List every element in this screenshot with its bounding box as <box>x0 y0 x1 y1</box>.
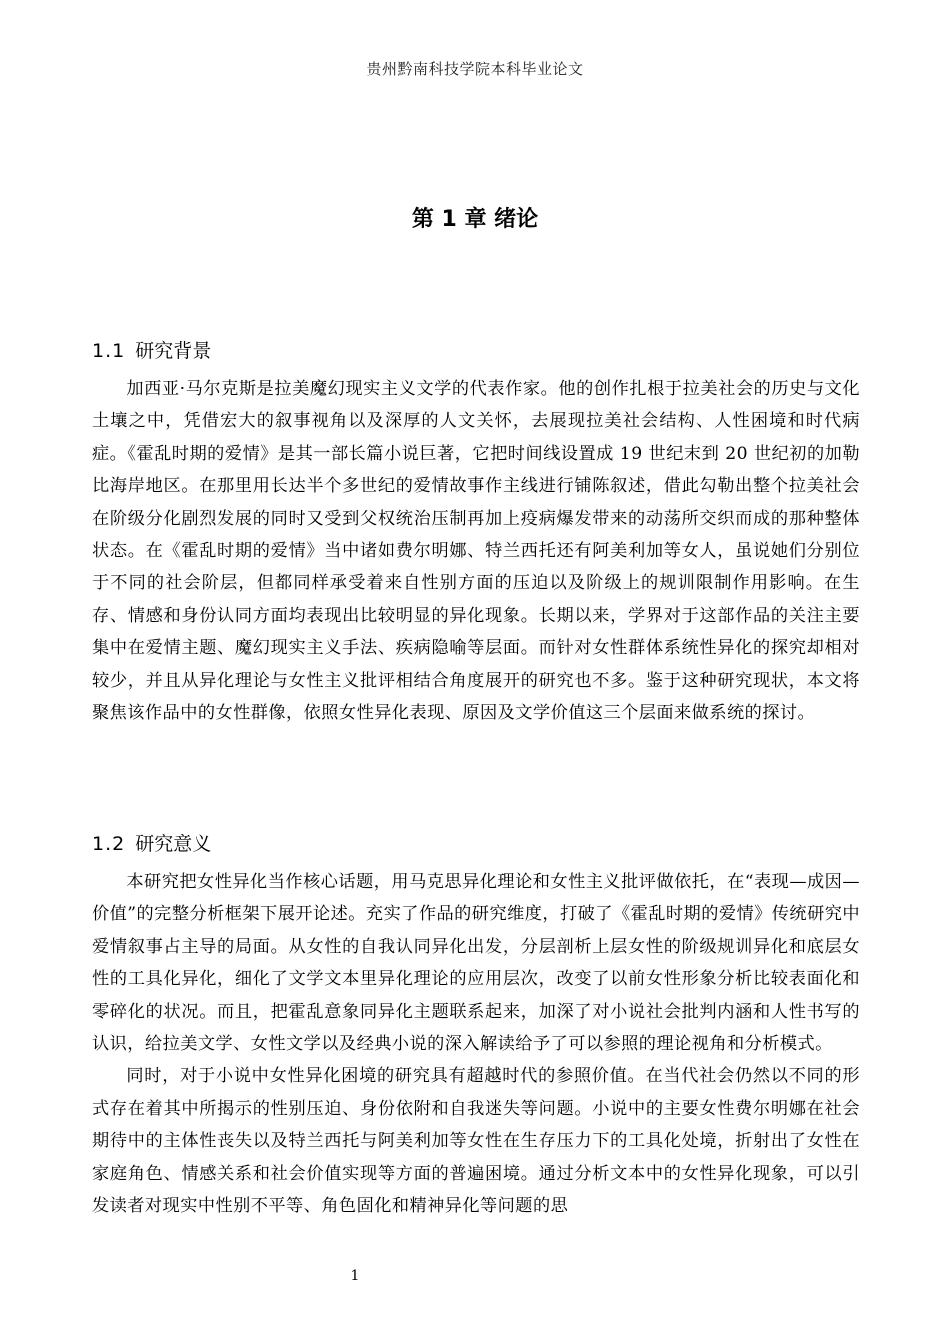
section-number: 1.2 <box>92 833 126 855</box>
section-heading <box>92 337 860 365</box>
section-heading <box>92 830 860 858</box>
page-number: 1 <box>350 1268 360 1284</box>
body-paragraph: 加西亚·马尔克斯是拉美魔幻现实主义文学的代表作家。他的创作扎根于拉美社会的历史与文化土壤之中，凭借宏大的叙事视角以及深厚的人文关怀，去展现拉美社会结构、人性困境和时代病症。《霍乱时期的爱情》是其一部长篇小说巨著，它把时间线设置成 19 世纪末到 20 世纪初的加勒比海岸地区。在那里用长达半个多世纪的爱情故事作主线进行铺陈叙述，借此勾勒出整个拉美社会在阶级分化剧烈发展的同时又受到父权统治压制再加上疫病爆发带来的动荡所交织而成的那种整体状态。在《霍乱时期的爱情》当中诸如费尔明娜、特兰西托还有阿美利加等女人，虽说她们分别位于不同的社会阶层，但都同样承受着来自性别方面的压迫以及阶级上的规训限制作用影响。在生存、情感和身份认同方面均表现出比较明显的异化现象。长期以来，学界对于这部作品的关注主要集中在爱情主题、魔幻现实主义手法、疾病隐喻等层面。而针对女性群体系统性异化的探究却相对较少，并且从异化理论与女性主义批评相结合角度展开的研究也不多。鉴于这种研究现状，本文将聚焦该作品中的女性群像，依照女性异化表现、原因及文学价值这三个层面来做系统的探讨。 <box>92 379 860 724</box>
section-title: 研究意义 <box>135 833 212 855</box>
section-title: 研究背景 <box>135 340 212 362</box>
running-header: 贵州黔南科技学院本科毕业论文 <box>366 60 584 78</box>
body-paragraph: 本研究把女性异化当作核心话题，用马克思异化理论和女性主义批评做依托，在“表现—成因—价值”的完整分析框架下展开论述。充实了作品的研究维度，打破了《霍乱时期的爱情》传统研究中爱情叙事占主导的局面。从女性的自我认同异化出发，分层剖析上层女性的阶级规训异化和底层女性的工具化异化，细化了文学文本里异化理论的应用层次，改变了以前女性形象分析比较表面化和零碎化的状况。而且，把霍乱意象同异化主题联系起来，加深了对小说社会批判内涵和人性书写的认识，给拉美文学、女性文学以及经典小说的深入解读给予了可以参照的理论视角和分析模式。 <box>92 872 860 1055</box>
section-research-significance <box>92 830 860 1222</box>
body-paragraph: 同时，对于小说中女性异化困境的研究具有超越时代的参照价值。在当代社会仍然以不同的形式存在着其中所揭示的性别压迫、身份依附和自我迷失等问题。小说中的主要女性费尔明娜在社会期待中的主体性丧失以及特兰西托与阿美利加等女性在生存压力下的工具化处境，折射出了女性在家庭角色、情感关系和社会价值实现等方面的普遍困境。通过分析文本中的女性异化现象，可以引发读者对现实中性别不平等、角色固化和精神异化等问题的思 <box>92 1066 860 1217</box>
section-number: 1.1 <box>92 340 126 362</box>
section-research-background <box>92 337 860 729</box>
chapter-title: 第 1 章 绪论 <box>411 207 539 232</box>
